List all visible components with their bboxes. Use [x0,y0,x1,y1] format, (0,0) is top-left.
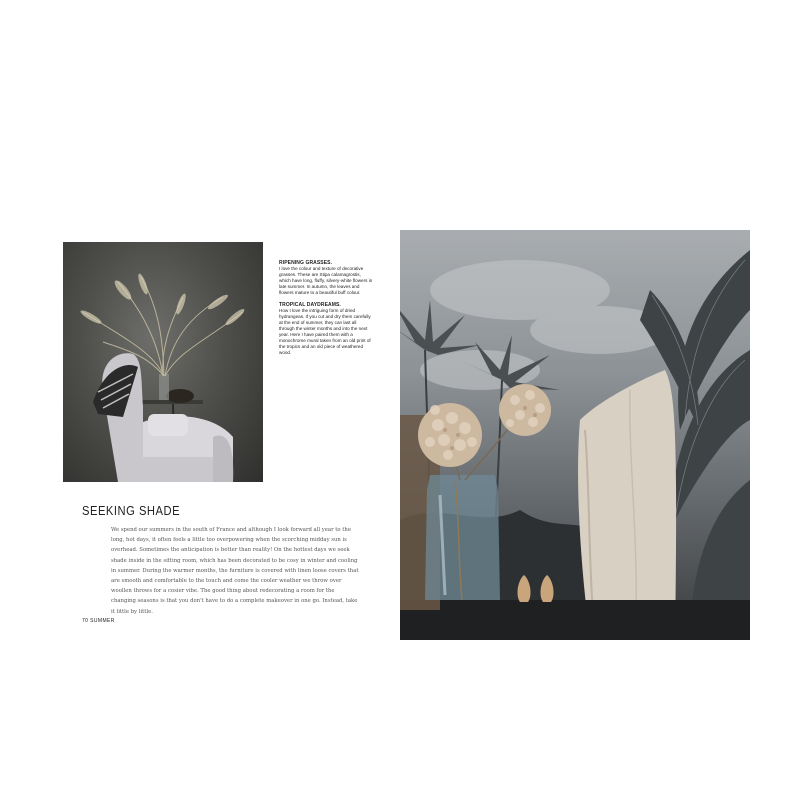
caption-title-daydreams: TROPICAL DAYDREAMS. [279,301,341,308]
photo-chair-grasses [63,242,263,482]
caption-title-grasses: RIPENING GRASSES. [279,260,333,266]
photo-hydrangeas-mural [400,230,750,640]
page-folio: 70 SUMMER [82,618,115,624]
hydrangea-illustration [400,230,750,640]
caption-text-grasses: I love the colour and texture of decorative grasses. These are Stipa calamagrostis, which have long, fluffy, silvery-white flowers in late summer. In autumn, the leaves and flowers mature to a beautiful buff colour. [279,266,373,296]
chair-illustration [63,242,263,482]
body-paragraph: We spend our summers in the south of France and although I look forward all year to the long, hot days, it often feels a little too overpowering when the scorching midday sun is overhead. Sometimes the anticipation is better than reality! On the hottest days we seek shade inside in the sitting room, which has been decorated to be cosy in winter and cooling in summer. During the warmer months, the furniture is covered with linen loose covers that are smooth and comfortable to the touch and come the cooler weather we throw over woollen throws for a cosier vibe. The good thing about redecorating a room for the changing seasons is that you don't have to do a complete makeover in one go. Instead, take it little by little. [111,527,359,615]
section-heading: SEEKING SHADE [82,503,181,518]
caption-text-daydreams: How I love the intriguing form of dried hydrangeas. If you cut and dry them carefully at the end of summer, they can last all through the winter months and into the next year. Here I have paired them with a monochrome mural taken from an old print of the tropics and an old piece of weathered wood. [279,307,371,356]
photo-captions [279,260,373,361]
